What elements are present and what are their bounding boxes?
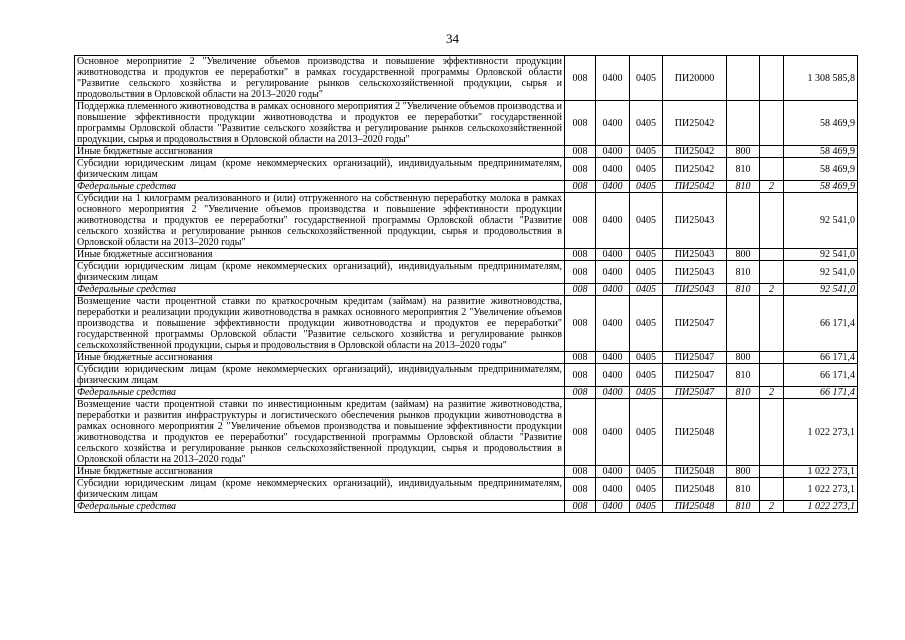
cell-gr-code: 008 bbox=[565, 158, 596, 181]
cell-subsection-code: 0405 bbox=[630, 146, 663, 158]
table-row bbox=[75, 249, 858, 261]
cell-target-article: ПИ25042 bbox=[663, 101, 727, 146]
cell-expense-type bbox=[727, 193, 760, 249]
federal-funds-row bbox=[75, 284, 858, 296]
cell-target-article: ПИ25048 bbox=[663, 501, 727, 513]
row-name: Иные бюджетные ассигнования bbox=[75, 352, 565, 364]
table-row bbox=[75, 352, 858, 364]
row-name: Иные бюджетные ассигнования bbox=[75, 249, 565, 261]
cell-subsection-code: 0405 bbox=[630, 261, 663, 284]
cell-target-article: ПИ25047 bbox=[663, 364, 727, 387]
table-row bbox=[75, 158, 858, 181]
cell-expense-type bbox=[727, 296, 760, 352]
cell-funding-source: 2 bbox=[760, 181, 784, 193]
cell-funding-source bbox=[760, 352, 784, 364]
table-row bbox=[75, 146, 858, 158]
table-row bbox=[75, 296, 858, 352]
cell-subsection-code: 0405 bbox=[630, 193, 663, 249]
cell-funding-source bbox=[760, 101, 784, 146]
cell-funding-source bbox=[760, 296, 784, 352]
cell-target-article: ПИ20000 bbox=[663, 56, 727, 101]
cell-section-code: 0400 bbox=[596, 158, 630, 181]
cell-section-code: 0400 bbox=[596, 466, 630, 478]
cell-amount: 1 022 273,1 bbox=[784, 399, 858, 466]
cell-target-article: ПИ25042 bbox=[663, 158, 727, 181]
cell-amount: 1 022 273,1 bbox=[784, 466, 858, 478]
table-row bbox=[75, 193, 858, 249]
cell-subsection-code: 0405 bbox=[630, 249, 663, 261]
cell-expense-type: 810 bbox=[727, 478, 760, 501]
cell-expense-type: 800 bbox=[727, 146, 760, 158]
table-row bbox=[75, 101, 858, 146]
budget-table bbox=[74, 55, 858, 513]
cell-funding-source bbox=[760, 261, 784, 284]
cell-amount: 66 171,4 bbox=[784, 387, 858, 399]
row-name: Субсидии юридическим лицам (кроме некоммерческих организаций), индивидуальным предпринимателям, физическим лицам bbox=[75, 158, 565, 181]
cell-gr-code: 008 bbox=[565, 364, 596, 387]
cell-funding-source bbox=[760, 364, 784, 387]
cell-expense-type: 810 bbox=[727, 158, 760, 181]
cell-amount: 58 469,9 bbox=[784, 181, 858, 193]
cell-amount: 58 469,9 bbox=[784, 146, 858, 158]
cell-expense-type: 800 bbox=[727, 352, 760, 364]
cell-gr-code: 008 bbox=[565, 101, 596, 146]
cell-funding-source: 2 bbox=[760, 501, 784, 513]
cell-expense-type bbox=[727, 101, 760, 146]
cell-funding-source bbox=[760, 466, 784, 478]
cell-subsection-code: 0405 bbox=[630, 501, 663, 513]
cell-gr-code: 008 bbox=[565, 284, 596, 296]
cell-amount: 66 171,4 bbox=[784, 296, 858, 352]
cell-subsection-code: 0405 bbox=[630, 387, 663, 399]
cell-gr-code: 008 bbox=[565, 478, 596, 501]
row-name: Федеральные средства bbox=[75, 284, 565, 296]
cell-amount: 1 022 273,1 bbox=[784, 478, 858, 501]
row-name: Иные бюджетные ассигнования bbox=[75, 146, 565, 158]
cell-gr-code: 008 bbox=[565, 56, 596, 101]
cell-section-code: 0400 bbox=[596, 56, 630, 101]
table-row bbox=[75, 478, 858, 501]
cell-amount: 92 541,0 bbox=[784, 249, 858, 261]
federal-funds-row bbox=[75, 387, 858, 399]
cell-funding-source bbox=[760, 249, 784, 261]
cell-section-code: 0400 bbox=[596, 193, 630, 249]
cell-section-code: 0400 bbox=[596, 296, 630, 352]
table-row bbox=[75, 261, 858, 284]
cell-amount: 1 022 273,1 bbox=[784, 501, 858, 513]
cell-subsection-code: 0405 bbox=[630, 158, 663, 181]
cell-target-article: ПИ25043 bbox=[663, 261, 727, 284]
cell-subsection-code: 0405 bbox=[630, 478, 663, 501]
cell-section-code: 0400 bbox=[596, 101, 630, 146]
row-name: Федеральные средства bbox=[75, 501, 565, 513]
cell-subsection-code: 0405 bbox=[630, 352, 663, 364]
cell-section-code: 0400 bbox=[596, 181, 630, 193]
cell-gr-code: 008 bbox=[565, 261, 596, 284]
row-name: Субсидии юридическим лицам (кроме некоммерческих организаций), индивидуальным предпринимателям, физическим лицам bbox=[75, 364, 565, 387]
cell-section-code: 0400 bbox=[596, 261, 630, 284]
cell-subsection-code: 0405 bbox=[630, 101, 663, 146]
cell-gr-code: 008 bbox=[565, 181, 596, 193]
cell-target-article: ПИ25047 bbox=[663, 352, 727, 364]
federal-funds-row bbox=[75, 181, 858, 193]
cell-amount: 66 171,4 bbox=[784, 352, 858, 364]
cell-expense-type: 810 bbox=[727, 284, 760, 296]
cell-funding-source bbox=[760, 56, 784, 101]
cell-target-article: ПИ25043 bbox=[663, 284, 727, 296]
row-name: Поддержка племенного животноводства в рамках основного мероприятия 2 "Увеличение объемов производства и повышение эффективности продукции животноводства и продуктов ее переработки" государственной программы Орловской области "Развитие сельского хозяйства и регулирование рынков сельскохозяйственной продукции, сырья и продовольствия в Орловской области на 2013–2020 годы" bbox=[75, 101, 565, 146]
cell-subsection-code: 0405 bbox=[630, 399, 663, 466]
cell-target-article: ПИ25048 bbox=[663, 466, 727, 478]
cell-funding-source: 2 bbox=[760, 387, 784, 399]
cell-amount: 58 469,9 bbox=[784, 158, 858, 181]
cell-gr-code: 008 bbox=[565, 399, 596, 466]
cell-target-article: ПИ25043 bbox=[663, 249, 727, 261]
cell-expense-type: 800 bbox=[727, 249, 760, 261]
cell-section-code: 0400 bbox=[596, 364, 630, 387]
cell-expense-type: 800 bbox=[727, 466, 760, 478]
cell-funding-source bbox=[760, 399, 784, 466]
cell-gr-code: 008 bbox=[565, 352, 596, 364]
row-name: Основное мероприятие 2 "Увеличение объемов производства и повышение эффективности продукции животноводства и продуктов ее переработки" в рамках государственной программы Орловской области "Развитие сельского хозяйства и регулирование рынков сельскохозяйственной продукции, сырья и продовольствия в Орловской области на 2013–2020 годы" bbox=[75, 56, 565, 101]
cell-subsection-code: 0405 bbox=[630, 181, 663, 193]
table-row bbox=[75, 399, 858, 466]
cell-amount: 92 541,0 bbox=[784, 284, 858, 296]
cell-amount: 92 541,0 bbox=[784, 261, 858, 284]
cell-gr-code: 008 bbox=[565, 466, 596, 478]
cell-section-code: 0400 bbox=[596, 146, 630, 158]
cell-funding-source bbox=[760, 146, 784, 158]
cell-gr-code: 008 bbox=[565, 146, 596, 158]
cell-section-code: 0400 bbox=[596, 387, 630, 399]
cell-expense-type bbox=[727, 56, 760, 101]
cell-section-code: 0400 bbox=[596, 399, 630, 466]
cell-gr-code: 008 bbox=[565, 249, 596, 261]
cell-subsection-code: 0405 bbox=[630, 56, 663, 101]
cell-amount: 58 469,9 bbox=[784, 101, 858, 146]
cell-target-article: ПИ25042 bbox=[663, 181, 727, 193]
cell-target-article: ПИ25048 bbox=[663, 478, 727, 501]
table-row bbox=[75, 466, 858, 478]
cell-subsection-code: 0405 bbox=[630, 284, 663, 296]
cell-funding-source bbox=[760, 478, 784, 501]
cell-funding-source: 2 bbox=[760, 284, 784, 296]
cell-subsection-code: 0405 bbox=[630, 364, 663, 387]
cell-target-article: ПИ25048 bbox=[663, 399, 727, 466]
row-name: Субсидии на 1 килограмм реализованного и (или) отгруженного на собственную переработку молока в рамках основного мероприятия 2 "Увеличение объемов производства и повышение эффективности продукции животноводства и продуктов ее переработки" государственной программы Орловской области "Развитие сельского хозяйства и регулирование рынков сельскохозяйственной продукции, сырья и продовольствия в Орловской области на 2013–2020 годы" bbox=[75, 193, 565, 249]
cell-amount: 66 171,4 bbox=[784, 364, 858, 387]
cell-subsection-code: 0405 bbox=[630, 296, 663, 352]
cell-gr-code: 008 bbox=[565, 387, 596, 399]
cell-amount: 1 308 585,8 bbox=[784, 56, 858, 101]
federal-funds-row bbox=[75, 501, 858, 513]
row-name: Субсидии юридическим лицам (кроме некоммерческих организаций), индивидуальным предпринимателям, физическим лицам bbox=[75, 261, 565, 284]
cell-gr-code: 008 bbox=[565, 296, 596, 352]
row-name: Иные бюджетные ассигнования bbox=[75, 466, 565, 478]
row-name: Субсидии юридическим лицам (кроме некоммерческих организаций), индивидуальным предпринимателям, физическим лицам bbox=[75, 478, 565, 501]
cell-expense-type: 810 bbox=[727, 181, 760, 193]
table-row bbox=[75, 56, 858, 101]
cell-target-article: ПИ25043 bbox=[663, 193, 727, 249]
cell-target-article: ПИ25042 bbox=[663, 146, 727, 158]
row-name: Возмещение части процентной ставки по инвестиционным кредитам (займам) на развитие животноводства, переработки и развития инфраструктуры и логистического обеспечения рынков продукции животноводства в рамках основного мероприятия 2 "Увеличение объемов производства и повышение эффективности продукции животноводства и продуктов ее переработки" государственной программы Орловской области "Развитие сельского хозяйства и регулирование рынков сельскохозяйственной продукции, сырья и продовольствия в Орловской области на 2013–2020 годы" bbox=[75, 399, 565, 466]
page-number: 34 bbox=[446, 31, 459, 46]
cell-subsection-code: 0405 bbox=[630, 466, 663, 478]
cell-section-code: 0400 bbox=[596, 501, 630, 513]
cell-section-code: 0400 bbox=[596, 249, 630, 261]
cell-section-code: 0400 bbox=[596, 478, 630, 501]
cell-expense-type: 810 bbox=[727, 364, 760, 387]
cell-target-article: ПИ25047 bbox=[663, 387, 727, 399]
row-name: Федеральные средства bbox=[75, 387, 565, 399]
cell-gr-code: 008 bbox=[565, 193, 596, 249]
cell-expense-type: 810 bbox=[727, 387, 760, 399]
cell-funding-source bbox=[760, 193, 784, 249]
row-name: Возмещение части процентной ставки по краткосрочным кредитам (займам) на развитие животноводства, переработки и реализации продукции животноводства в рамках основного мероприятия 2 "Увеличение объемов производства и повышение эффективности продукции животноводства и продуктов ее переработки" государственной программы Орловской области "Развитие сельского хозяйства и регулирование рынков сельскохозяйственной продукции, сырья и продовольствия в Орловской области на 2013–2020 годы" bbox=[75, 296, 565, 352]
cell-amount: 92 541,0 bbox=[784, 193, 858, 249]
cell-section-code: 0400 bbox=[596, 284, 630, 296]
cell-expense-type: 810 bbox=[727, 501, 760, 513]
cell-section-code: 0400 bbox=[596, 352, 630, 364]
table-body bbox=[75, 56, 858, 513]
table-row bbox=[75, 364, 858, 387]
row-name: Федеральные средства bbox=[75, 181, 565, 193]
cell-funding-source bbox=[760, 158, 784, 181]
cell-expense-type: 810 bbox=[727, 261, 760, 284]
cell-target-article: ПИ25047 bbox=[663, 296, 727, 352]
cell-gr-code: 008 bbox=[565, 501, 596, 513]
cell-expense-type bbox=[727, 399, 760, 466]
